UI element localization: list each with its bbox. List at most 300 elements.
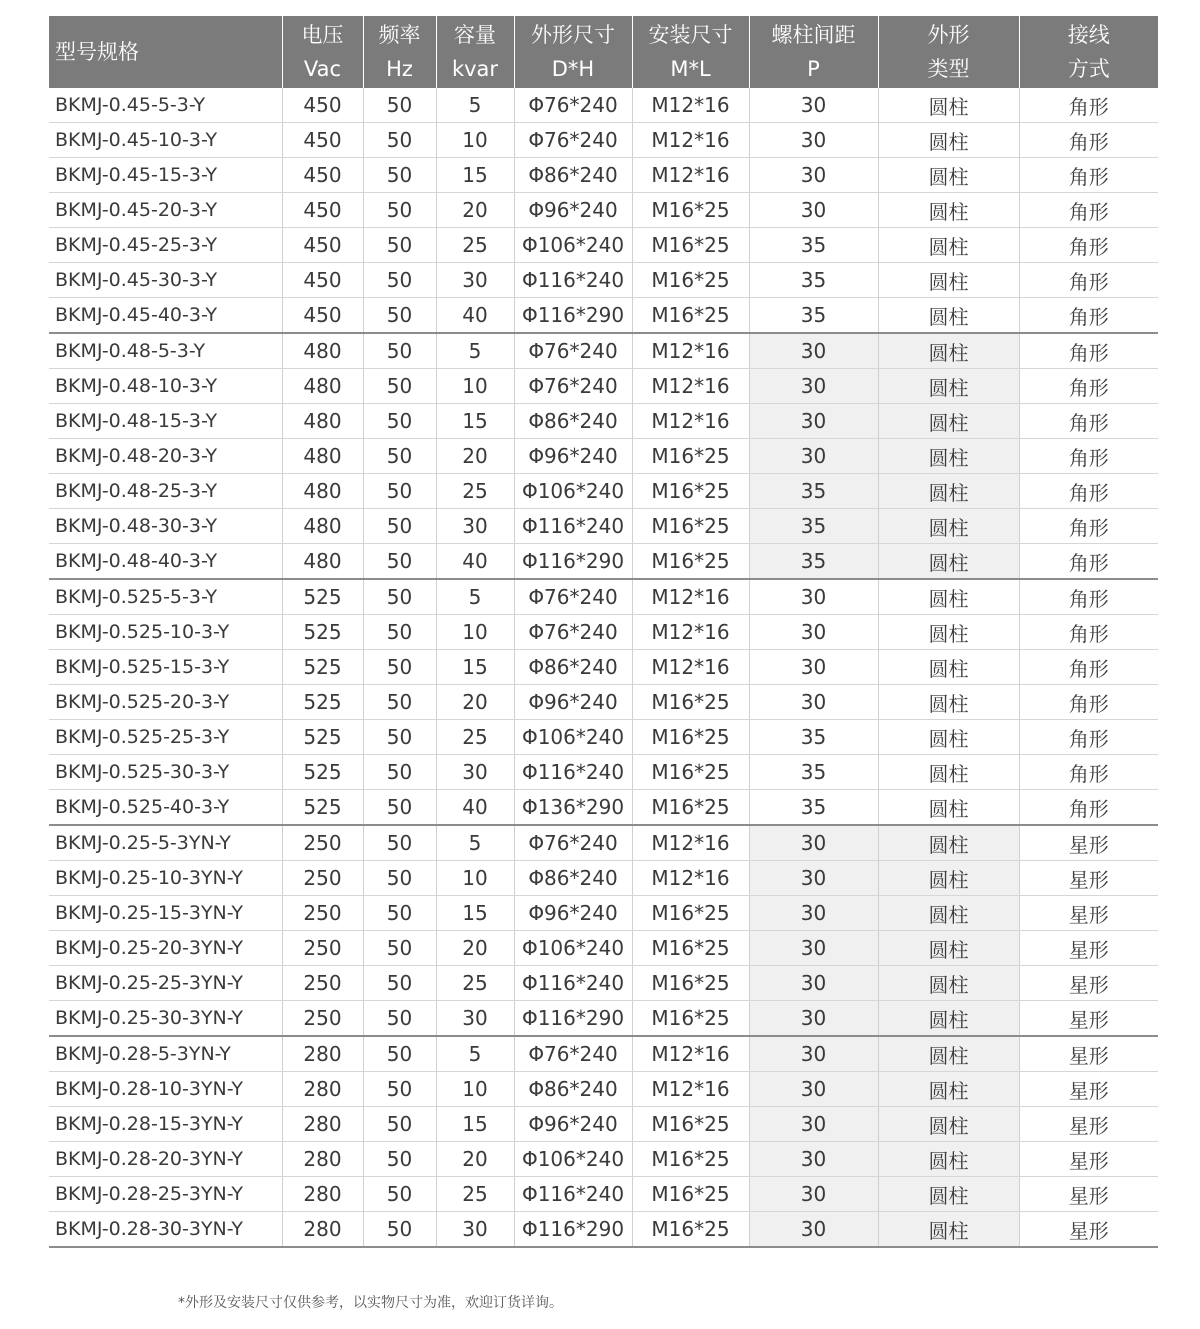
table-cell-wiring: 角形: [1019, 88, 1158, 123]
table-cell-wiring: 角形: [1019, 123, 1158, 158]
table-cell-frequency: 50: [363, 579, 436, 615]
table-cell-voltage: 280: [282, 1177, 363, 1212]
table-row: [49, 88, 1158, 123]
table-cell-voltage: 250: [282, 931, 363, 966]
table-cell-frequency: 50: [363, 1212, 436, 1248]
table-cell-wiring: 角形: [1019, 579, 1158, 615]
table-cell-wiring: 角形: [1019, 509, 1158, 544]
column-header-line: 安装尺寸: [648, 23, 733, 47]
table-cell-stud-spacing: 30: [749, 1142, 878, 1177]
table-cell-shape-type: 圆柱: [878, 896, 1019, 931]
table-cell-outline-size: Φ86*240: [514, 404, 632, 439]
table-cell-capacity: 10: [436, 861, 514, 896]
table-cell-frequency: 50: [363, 474, 436, 509]
table-cell-outline-size: Φ76*240: [514, 1036, 632, 1072]
model-cell: BKMJ-0.45-25-3-Y: [49, 228, 282, 263]
table-cell-voltage: 480: [282, 333, 363, 369]
table-cell-capacity: 10: [436, 1072, 514, 1107]
table-cell-capacity: 5: [436, 1036, 514, 1072]
table-row: [49, 228, 1158, 263]
table-cell-stud-spacing: 30: [749, 439, 878, 474]
table-row: [49, 615, 1158, 650]
table-cell-frequency: 50: [363, 1142, 436, 1177]
table-cell-stud-spacing: 30: [749, 1001, 878, 1037]
table-cell-frequency: 50: [363, 755, 436, 790]
table-cell-wiring: 角形: [1019, 474, 1158, 509]
table-cell-wiring: 角形: [1019, 755, 1158, 790]
table-cell-shape-type: 圆柱: [878, 650, 1019, 685]
table-cell-stud-spacing: 30: [749, 861, 878, 896]
column-header-line: 电压: [301, 23, 344, 47]
table-cell-voltage: 450: [282, 228, 363, 263]
column-header-line: 方式: [1067, 57, 1110, 81]
table-cell-voltage: 250: [282, 825, 363, 861]
table-cell-stud-spacing: 35: [749, 509, 878, 544]
table-cell-outline-size: Φ136*290: [514, 790, 632, 826]
table-row: [49, 861, 1158, 896]
column-header-voltage: [282, 16, 363, 88]
table-cell-wiring: 角形: [1019, 615, 1158, 650]
column-header-shape-type: [878, 16, 1019, 88]
table-cell-stud-spacing: 35: [749, 790, 878, 826]
table-cell-shape-type: 圆柱: [878, 158, 1019, 193]
table-cell-wiring: 角形: [1019, 369, 1158, 404]
table-cell-mount-size: M12*16: [632, 158, 749, 193]
table-row: [49, 158, 1158, 193]
footnote: *外形及安装尺寸仅供参考，以实物尺寸为准，欢迎订货详询。: [178, 1295, 563, 1311]
model-cell: BKMJ-0.45-5-3-Y: [49, 88, 282, 123]
column-header-line: 外形: [927, 23, 970, 47]
table-cell-outline-size: Φ116*240: [514, 1177, 632, 1212]
table-cell-voltage: 480: [282, 509, 363, 544]
table-row: [49, 1212, 1158, 1248]
table-cell-wiring: 星形: [1019, 861, 1158, 896]
table-cell-voltage: 450: [282, 263, 363, 298]
table-cell-mount-size: M16*25: [632, 931, 749, 966]
table-cell-capacity: 5: [436, 579, 514, 615]
model-cell: BKMJ-0.48-20-3-Y: [49, 439, 282, 474]
table-row: [49, 404, 1158, 439]
table-cell-frequency: 50: [363, 544, 436, 580]
model-cell: BKMJ-0.525-5-3-Y: [49, 579, 282, 615]
model-cell: BKMJ-0.525-20-3-Y: [49, 685, 282, 720]
table-cell-mount-size: M12*16: [632, 615, 749, 650]
column-header-line: 螺柱间距: [771, 23, 856, 47]
table-cell-capacity: 25: [436, 966, 514, 1001]
table-cell-voltage: 280: [282, 1107, 363, 1142]
table-cell-outline-size: Φ116*290: [514, 544, 632, 580]
header-row: [49, 16, 1158, 88]
table-cell-capacity: 25: [436, 720, 514, 755]
table-cell-outline-size: Φ96*240: [514, 1107, 632, 1142]
model-cell: BKMJ-0.525-25-3-Y: [49, 720, 282, 755]
column-header-frequency: [363, 16, 436, 88]
table-cell-shape-type: 圆柱: [878, 931, 1019, 966]
table-cell-outline-size: Φ116*290: [514, 298, 632, 334]
table-cell-capacity: 15: [436, 650, 514, 685]
model-cell: BKMJ-0.25-25-3YN-Y: [49, 966, 282, 1001]
model-cell: BKMJ-0.25-30-3YN-Y: [49, 1001, 282, 1037]
table-cell-outline-size: Φ76*240: [514, 369, 632, 404]
table-cell-frequency: 50: [363, 650, 436, 685]
table-cell-frequency: 50: [363, 1072, 436, 1107]
table-cell-mount-size: M12*16: [632, 369, 749, 404]
table-cell-wiring: 角形: [1019, 439, 1158, 474]
table-cell-mount-size: M16*25: [632, 790, 749, 826]
table-cell-outline-size: Φ116*290: [514, 1001, 632, 1037]
table-cell-stud-spacing: 30: [749, 88, 878, 123]
table-cell-mount-size: M16*25: [632, 1107, 749, 1142]
model-cell: BKMJ-0.25-20-3YN-Y: [49, 931, 282, 966]
table-cell-wiring: 星形: [1019, 1142, 1158, 1177]
model-cell: BKMJ-0.25-15-3YN-Y: [49, 896, 282, 931]
table-cell-outline-size: Φ116*240: [514, 509, 632, 544]
table-cell-wiring: 角形: [1019, 685, 1158, 720]
table-row: [49, 931, 1158, 966]
table-cell-frequency: 50: [363, 1177, 436, 1212]
table-cell-voltage: 480: [282, 474, 363, 509]
table-cell-voltage: 525: [282, 685, 363, 720]
table-cell-stud-spacing: 30: [749, 369, 878, 404]
table-cell-mount-size: M16*25: [632, 193, 749, 228]
table-row: [49, 896, 1158, 931]
table-cell-frequency: 50: [363, 825, 436, 861]
table-cell-frequency: 50: [363, 1107, 436, 1142]
table-cell-voltage: 480: [282, 369, 363, 404]
table-cell-wiring: 星形: [1019, 1072, 1158, 1107]
table-cell-shape-type: 圆柱: [878, 825, 1019, 861]
table-cell-stud-spacing: 30: [749, 1072, 878, 1107]
table-cell-frequency: 50: [363, 896, 436, 931]
table-row: [49, 720, 1158, 755]
table-row: [49, 1072, 1158, 1107]
model-cell: BKMJ-0.45-40-3-Y: [49, 298, 282, 334]
table-cell-stud-spacing: 30: [749, 579, 878, 615]
table-cell-mount-size: M12*16: [632, 333, 749, 369]
table-row: [49, 790, 1158, 826]
model-cell: BKMJ-0.28-30-3YN-Y: [49, 1212, 282, 1248]
table-cell-mount-size: M16*25: [632, 755, 749, 790]
table-cell-voltage: 525: [282, 650, 363, 685]
table-row: [49, 685, 1158, 720]
table-cell-mount-size: M12*16: [632, 1036, 749, 1072]
table-cell-wiring: 角形: [1019, 228, 1158, 263]
table-cell-capacity: 40: [436, 544, 514, 580]
table-cell-shape-type: 圆柱: [878, 615, 1019, 650]
table-cell-outline-size: Φ106*240: [514, 720, 632, 755]
table-cell-stud-spacing: 30: [749, 1107, 878, 1142]
model-cell: BKMJ-0.525-15-3-Y: [49, 650, 282, 685]
model-cell: BKMJ-0.48-40-3-Y: [49, 544, 282, 580]
table-cell-mount-size: M16*25: [632, 1142, 749, 1177]
table-cell-shape-type: 圆柱: [878, 369, 1019, 404]
model-cell: BKMJ-0.525-10-3-Y: [49, 615, 282, 650]
table-cell-shape-type: 圆柱: [878, 1107, 1019, 1142]
table-cell-wiring: 星形: [1019, 1036, 1158, 1072]
table-cell-outline-size: Φ106*240: [514, 474, 632, 509]
model-cell: BKMJ-0.45-10-3-Y: [49, 123, 282, 158]
table-cell-outline-size: Φ76*240: [514, 123, 632, 158]
table-cell-wiring: 角形: [1019, 193, 1158, 228]
table-cell-wiring: 角形: [1019, 263, 1158, 298]
table-cell-voltage: 525: [282, 790, 363, 826]
table-row: [49, 439, 1158, 474]
table-cell-mount-size: M16*25: [632, 1177, 749, 1212]
table-cell-mount-size: M16*25: [632, 228, 749, 263]
table-cell-mount-size: M12*16: [632, 861, 749, 896]
table-cell-frequency: 50: [363, 263, 436, 298]
table-cell-outline-size: Φ116*240: [514, 263, 632, 298]
column-header-line: M*L: [670, 57, 711, 81]
column-header-line: 容量: [454, 23, 496, 47]
table-cell-capacity: 10: [436, 615, 514, 650]
table-cell-outline-size: Φ86*240: [514, 650, 632, 685]
model-cell: BKMJ-0.48-5-3-Y: [49, 333, 282, 369]
table-cell-wiring: 角形: [1019, 720, 1158, 755]
table-cell-mount-size: M16*25: [632, 509, 749, 544]
table-cell-outline-size: Φ86*240: [514, 861, 632, 896]
table-cell-capacity: 20: [436, 439, 514, 474]
table-cell-shape-type: 圆柱: [878, 298, 1019, 334]
table-cell-shape-type: 圆柱: [878, 685, 1019, 720]
table-cell-stud-spacing: 30: [749, 931, 878, 966]
table-cell-shape-type: 圆柱: [878, 88, 1019, 123]
table-cell-outline-size: Φ96*240: [514, 685, 632, 720]
table-cell-shape-type: 圆柱: [878, 579, 1019, 615]
table-cell-outline-size: Φ76*240: [514, 333, 632, 369]
model-cell: BKMJ-0.28-15-3YN-Y: [49, 1107, 282, 1142]
table-cell-capacity: 20: [436, 685, 514, 720]
table-cell-frequency: 50: [363, 685, 436, 720]
table-body: [49, 88, 1158, 1247]
table-cell-stud-spacing: 30: [749, 333, 878, 369]
table-cell-outline-size: Φ86*240: [514, 1072, 632, 1107]
table-cell-shape-type: 圆柱: [878, 720, 1019, 755]
table-cell-wiring: 星形: [1019, 966, 1158, 1001]
column-header-wiring: [1019, 16, 1158, 88]
table-row: [49, 544, 1158, 580]
column-header-line: 型号规格: [55, 40, 139, 64]
table-cell-stud-spacing: 30: [749, 158, 878, 193]
table-cell-outline-size: Φ96*240: [514, 896, 632, 931]
column-header-capacity: [436, 16, 514, 88]
table-cell-frequency: 50: [363, 861, 436, 896]
table-cell-wiring: 星形: [1019, 896, 1158, 931]
column-header-line: 外形尺寸: [531, 23, 615, 47]
table-cell-frequency: 50: [363, 439, 436, 474]
table-cell-shape-type: 圆柱: [878, 404, 1019, 439]
table-row: [49, 123, 1158, 158]
table-cell-wiring: 星形: [1019, 825, 1158, 861]
table-cell-outline-size: Φ116*240: [514, 966, 632, 1001]
table-cell-stud-spacing: 30: [749, 404, 878, 439]
model-cell: BKMJ-0.45-15-3-Y: [49, 158, 282, 193]
table-cell-stud-spacing: 30: [749, 896, 878, 931]
table-cell-frequency: 50: [363, 369, 436, 404]
table-cell-mount-size: M12*16: [632, 123, 749, 158]
table-cell-frequency: 50: [363, 158, 436, 193]
column-header-line: D*H: [551, 57, 595, 81]
table-cell-shape-type: 圆柱: [878, 123, 1019, 158]
table-cell-stud-spacing: 35: [749, 298, 878, 334]
table-cell-mount-size: M16*25: [632, 544, 749, 580]
table-cell-frequency: 50: [363, 193, 436, 228]
column-header-line: 接线: [1067, 23, 1110, 47]
table-cell-capacity: 30: [436, 509, 514, 544]
table-cell-mount-size: M16*25: [632, 474, 749, 509]
model-cell: BKMJ-0.25-10-3YN-Y: [49, 861, 282, 896]
table-cell-shape-type: 圆柱: [878, 439, 1019, 474]
table-row: [49, 509, 1158, 544]
table-cell-shape-type: 圆柱: [878, 861, 1019, 896]
table-cell-wiring: 星形: [1019, 1001, 1158, 1037]
table-cell-shape-type: 圆柱: [878, 755, 1019, 790]
table-row: [49, 193, 1158, 228]
model-cell: BKMJ-0.48-10-3-Y: [49, 369, 282, 404]
table-cell-mount-size: M16*25: [632, 1212, 749, 1248]
table-cell-capacity: 5: [436, 88, 514, 123]
table-cell-voltage: 450: [282, 193, 363, 228]
table-row: [49, 966, 1158, 1001]
table-cell-capacity: 30: [436, 263, 514, 298]
table-cell-voltage: 280: [282, 1212, 363, 1248]
table-cell-voltage: 480: [282, 404, 363, 439]
table-cell-mount-size: M16*25: [632, 685, 749, 720]
table-cell-frequency: 50: [363, 333, 436, 369]
table-cell-shape-type: 圆柱: [878, 1212, 1019, 1248]
table-cell-frequency: 50: [363, 615, 436, 650]
table-cell-outline-size: Φ106*240: [514, 228, 632, 263]
column-header-line: Vac: [303, 57, 342, 81]
table-cell-frequency: 50: [363, 88, 436, 123]
model-cell: BKMJ-0.45-30-3-Y: [49, 263, 282, 298]
table-cell-capacity: 25: [436, 474, 514, 509]
table-cell-stud-spacing: 35: [749, 755, 878, 790]
table-cell-voltage: 480: [282, 439, 363, 474]
table-header: [49, 16, 1158, 88]
table-cell-frequency: 50: [363, 931, 436, 966]
table-cell-shape-type: 圆柱: [878, 544, 1019, 580]
model-cell: BKMJ-0.28-20-3YN-Y: [49, 1142, 282, 1177]
table-cell-capacity: 40: [436, 790, 514, 826]
table-row: [49, 333, 1158, 369]
table-cell-capacity: 15: [436, 1107, 514, 1142]
model-cell: BKMJ-0.28-25-3YN-Y: [49, 1177, 282, 1212]
table-cell-mount-size: M16*25: [632, 896, 749, 931]
table-cell-outline-size: Φ106*240: [514, 931, 632, 966]
table-cell-capacity: 30: [436, 755, 514, 790]
model-cell: BKMJ-0.48-25-3-Y: [49, 474, 282, 509]
model-cell: BKMJ-0.48-15-3-Y: [49, 404, 282, 439]
table-cell-mount-size: M12*16: [632, 88, 749, 123]
table-cell-voltage: 525: [282, 755, 363, 790]
table-row: [49, 825, 1158, 861]
table-cell-mount-size: M16*25: [632, 263, 749, 298]
model-cell: BKMJ-0.45-20-3-Y: [49, 193, 282, 228]
model-cell: BKMJ-0.525-30-3-Y: [49, 755, 282, 790]
table-cell-mount-size: M16*25: [632, 966, 749, 1001]
table-cell-voltage: 250: [282, 966, 363, 1001]
table-cell-outline-size: Φ116*290: [514, 1212, 632, 1248]
table-cell-stud-spacing: 30: [749, 615, 878, 650]
column-header-line: kvar: [451, 57, 499, 81]
table-cell-outline-size: Φ76*240: [514, 825, 632, 861]
table-cell-shape-type: 圆柱: [878, 228, 1019, 263]
table-cell-shape-type: 圆柱: [878, 966, 1019, 1001]
table-cell-stud-spacing: 35: [749, 474, 878, 509]
table-cell-capacity: 20: [436, 931, 514, 966]
table-cell-voltage: 280: [282, 1142, 363, 1177]
table-cell-voltage: 525: [282, 579, 363, 615]
table-cell-wiring: 角形: [1019, 158, 1158, 193]
table-cell-mount-size: M12*16: [632, 1072, 749, 1107]
table-cell-frequency: 50: [363, 228, 436, 263]
table-cell-wiring: 星形: [1019, 1107, 1158, 1142]
table-cell-mount-size: M12*16: [632, 825, 749, 861]
table-cell-stud-spacing: 35: [749, 544, 878, 580]
table-cell-capacity: 30: [436, 1212, 514, 1248]
table-cell-voltage: 525: [282, 615, 363, 650]
table-cell-stud-spacing: 35: [749, 263, 878, 298]
table-row: [49, 1001, 1158, 1037]
table-cell-capacity: 10: [436, 369, 514, 404]
table-row: [49, 1107, 1158, 1142]
table-cell-frequency: 50: [363, 1036, 436, 1072]
table-row: [49, 650, 1158, 685]
table-cell-outline-size: Φ106*240: [514, 1142, 632, 1177]
spec-table: [49, 16, 1158, 1248]
table-cell-capacity: 15: [436, 404, 514, 439]
table-cell-wiring: 星形: [1019, 1212, 1158, 1248]
table-cell-capacity: 30: [436, 1001, 514, 1037]
table-cell-mount-size: M16*25: [632, 720, 749, 755]
model-cell: BKMJ-0.28-10-3YN-Y: [49, 1072, 282, 1107]
table-cell-outline-size: Φ86*240: [514, 158, 632, 193]
table-cell-shape-type: 圆柱: [878, 193, 1019, 228]
table-cell-mount-size: M16*25: [632, 439, 749, 474]
table-cell-stud-spacing: 30: [749, 1212, 878, 1248]
table-cell-mount-size: M16*25: [632, 1001, 749, 1037]
table-cell-shape-type: 圆柱: [878, 1072, 1019, 1107]
table-cell-stud-spacing: 35: [749, 720, 878, 755]
table-cell-wiring: 角形: [1019, 333, 1158, 369]
table-cell-frequency: 50: [363, 509, 436, 544]
table-cell-capacity: 25: [436, 228, 514, 263]
table-row: [49, 474, 1158, 509]
table-cell-shape-type: 圆柱: [878, 1142, 1019, 1177]
table-cell-outline-size: Φ96*240: [514, 193, 632, 228]
table-cell-outline-size: Φ76*240: [514, 579, 632, 615]
table-cell-frequency: 50: [363, 123, 436, 158]
table-cell-stud-spacing: 30: [749, 825, 878, 861]
table-cell-frequency: 50: [363, 790, 436, 826]
table-cell-wiring: 角形: [1019, 650, 1158, 685]
table-cell-wiring: 星形: [1019, 1177, 1158, 1212]
table-row: [49, 1036, 1158, 1072]
table-cell-capacity: 40: [436, 298, 514, 334]
table-cell-stud-spacing: 35: [749, 228, 878, 263]
table-cell-voltage: 525: [282, 720, 363, 755]
table-cell-capacity: 15: [436, 896, 514, 931]
table-row: [49, 579, 1158, 615]
table-cell-stud-spacing: 30: [749, 193, 878, 228]
table-cell-stud-spacing: 30: [749, 1036, 878, 1072]
table-cell-frequency: 50: [363, 720, 436, 755]
table-cell-voltage: 250: [282, 896, 363, 931]
table-cell-outline-size: Φ76*240: [514, 615, 632, 650]
table-cell-stud-spacing: 30: [749, 123, 878, 158]
table-row: [49, 1177, 1158, 1212]
